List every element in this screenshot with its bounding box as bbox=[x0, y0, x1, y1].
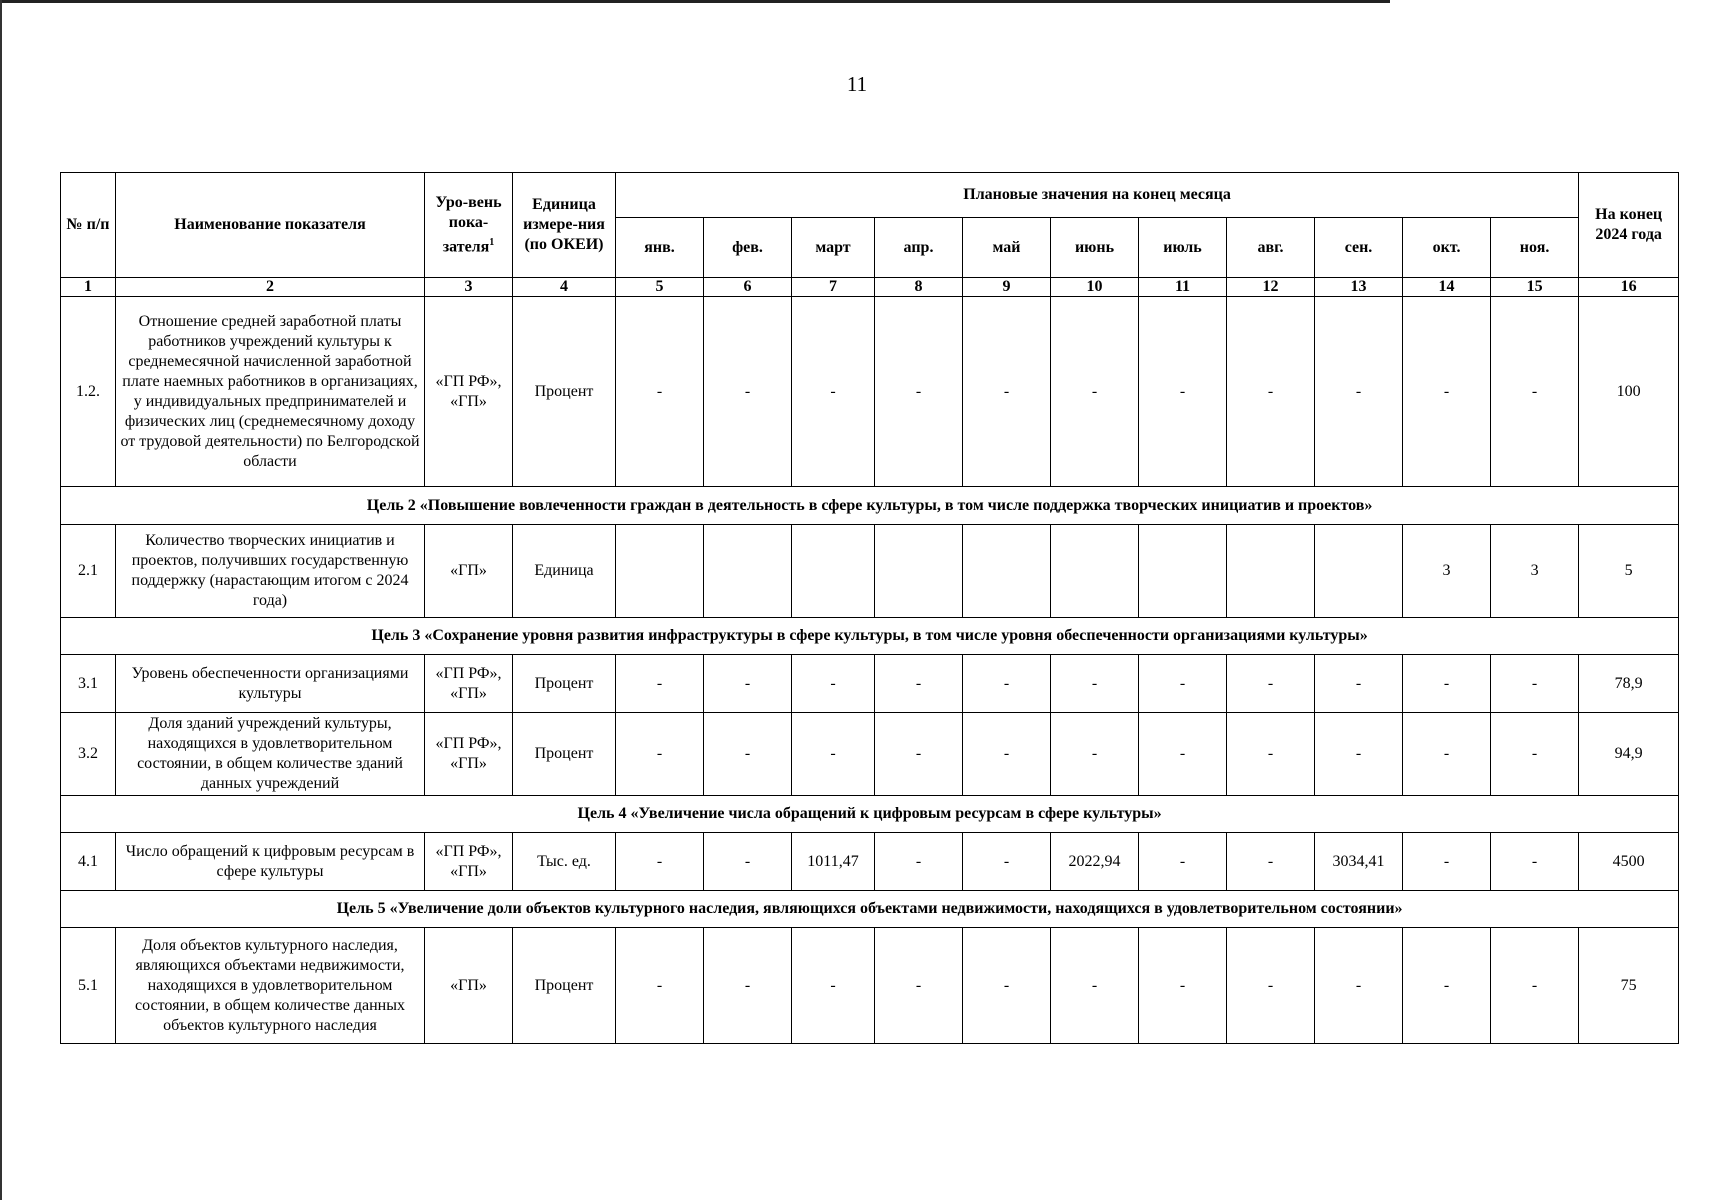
row-num: 5.1 bbox=[61, 928, 116, 1044]
indicators-table bbox=[60, 172, 1679, 1044]
goal-row bbox=[61, 487, 1679, 525]
month-value: - bbox=[792, 297, 875, 487]
end-value: 78,9 bbox=[1579, 655, 1679, 713]
month-value: - bbox=[875, 297, 963, 487]
header-end: На конец 2024 года bbox=[1579, 173, 1679, 278]
header-plan: Плановые значения на конец месяца bbox=[616, 173, 1579, 218]
month-value bbox=[1315, 525, 1403, 618]
row-num: 2.1 bbox=[61, 525, 116, 618]
month-value: - bbox=[963, 297, 1051, 487]
column-number: 2 bbox=[116, 278, 425, 297]
month-value: - bbox=[1051, 655, 1139, 713]
goal-row bbox=[61, 618, 1679, 655]
month-value: - bbox=[1491, 833, 1579, 891]
indicator-unit: Процент bbox=[513, 655, 616, 713]
header-level-text: Уро-вень пока-зателя bbox=[435, 193, 502, 256]
column-number: 16 bbox=[1579, 278, 1679, 297]
month-value: - bbox=[616, 297, 704, 487]
month-value: - bbox=[1403, 297, 1491, 487]
month-value: - bbox=[1139, 833, 1227, 891]
end-value: 5 bbox=[1579, 525, 1679, 618]
indicator-unit: Процент bbox=[513, 713, 616, 796]
month-value: - bbox=[1315, 655, 1403, 713]
month-value bbox=[1227, 525, 1315, 618]
row-num: 1.2. bbox=[61, 297, 116, 487]
month-value: - bbox=[1491, 297, 1579, 487]
column-number: 9 bbox=[963, 278, 1051, 297]
month-value: - bbox=[1139, 297, 1227, 487]
indicator-name: Уровень обеспеченности организациями культуры bbox=[116, 655, 425, 713]
month-value: - bbox=[1227, 297, 1315, 487]
column-number: 12 bbox=[1227, 278, 1315, 297]
month-value: - bbox=[792, 928, 875, 1044]
month-value: - bbox=[963, 655, 1051, 713]
indicator-name: Отношение средней заработной платы работников учреждений культуры к среднемесячной начисленной заработной плате наемных работников в организациях, у индивидуальных предпринимателей и физических лиц (среднемесячному доходу от трудовой деятельности) по Белгородской области bbox=[116, 297, 425, 487]
goal-row bbox=[61, 796, 1679, 833]
header-month: авг. bbox=[1227, 218, 1315, 278]
month-value: - bbox=[1139, 928, 1227, 1044]
month-value: - bbox=[1315, 297, 1403, 487]
month-value: - bbox=[1051, 713, 1139, 796]
header-month: март bbox=[792, 218, 875, 278]
column-number: 8 bbox=[875, 278, 963, 297]
month-value: - bbox=[963, 833, 1051, 891]
month-value: - bbox=[704, 928, 792, 1044]
indicator-name: Количество творческих инициатив и проектов, получивших государственную поддержку (нарастающим итогом с 2024 года) bbox=[116, 525, 425, 618]
row-num: 4.1 bbox=[61, 833, 116, 891]
column-number: 6 bbox=[704, 278, 792, 297]
indicator-name: Доля объектов культурного наследия, являющихся объектами недвижимости, находящихся в удовлетворительном состоянии, в общем количестве данных объектов культурного наследия bbox=[116, 928, 425, 1044]
indicator-unit: Процент bbox=[513, 297, 616, 487]
month-value: - bbox=[875, 713, 963, 796]
goal-title: Цель 4 «Увеличение числа обращений к цифровым ресурсам в сфере культуры» bbox=[61, 796, 1679, 833]
month-value bbox=[1139, 525, 1227, 618]
page-number: 11 bbox=[846, 72, 868, 96]
month-value: - bbox=[1139, 713, 1227, 796]
month-value: - bbox=[875, 833, 963, 891]
month-value: - bbox=[1227, 713, 1315, 796]
month-value: - bbox=[616, 833, 704, 891]
month-value: - bbox=[1403, 655, 1491, 713]
month-value: 1011,47 bbox=[792, 833, 875, 891]
month-value bbox=[963, 525, 1051, 618]
month-value: - bbox=[792, 655, 875, 713]
header-num: № п/п bbox=[61, 173, 116, 278]
month-value: - bbox=[1403, 713, 1491, 796]
month-value bbox=[875, 525, 963, 618]
column-number: 5 bbox=[616, 278, 704, 297]
header-unit: Единица измере-ния (по ОКЕИ) bbox=[513, 173, 616, 278]
month-value: 3 bbox=[1491, 525, 1579, 618]
row-num: 3.2 bbox=[61, 713, 116, 796]
month-value: - bbox=[1227, 655, 1315, 713]
end-value: 4500 bbox=[1579, 833, 1679, 891]
month-value: - bbox=[1491, 655, 1579, 713]
month-value: - bbox=[704, 713, 792, 796]
indicator-unit: Единица bbox=[513, 525, 616, 618]
scan-edge-top bbox=[0, 0, 1390, 3]
column-number: 15 bbox=[1491, 278, 1579, 297]
month-value: - bbox=[1227, 833, 1315, 891]
month-value: - bbox=[875, 928, 963, 1044]
header-month: июнь bbox=[1051, 218, 1139, 278]
month-value bbox=[1051, 525, 1139, 618]
month-value: - bbox=[1051, 297, 1139, 487]
month-value: 3 bbox=[1403, 525, 1491, 618]
month-value: - bbox=[704, 297, 792, 487]
scan-edge-left bbox=[0, 0, 2, 1200]
table-row bbox=[61, 655, 1679, 713]
goal-title: Цель 5 «Увеличение доли объектов культурного наследия, являющихся объектами недвижимости, находящихся в удовлетворительном состоянии» bbox=[61, 891, 1679, 928]
column-number: 11 bbox=[1139, 278, 1227, 297]
month-value: - bbox=[704, 833, 792, 891]
indicator-unit: Тыс. ед. bbox=[513, 833, 616, 891]
month-value bbox=[704, 525, 792, 618]
indicator-name: Число обращений к цифровым ресурсам в сфере культуры bbox=[116, 833, 425, 891]
column-number: 1 bbox=[61, 278, 116, 297]
table-row bbox=[61, 833, 1679, 891]
column-number: 3 bbox=[425, 278, 513, 297]
month-value: - bbox=[1227, 928, 1315, 1044]
month-value: - bbox=[616, 713, 704, 796]
indicator-level: «ГП РФ», «ГП» bbox=[425, 833, 513, 891]
month-value: - bbox=[963, 713, 1051, 796]
month-value: - bbox=[704, 655, 792, 713]
table-row bbox=[61, 297, 1679, 487]
header-level bbox=[425, 173, 513, 278]
month-value: - bbox=[616, 655, 704, 713]
end-value: 94,9 bbox=[1579, 713, 1679, 796]
row-num: 3.1 bbox=[61, 655, 116, 713]
end-value: 100 bbox=[1579, 297, 1679, 487]
indicator-level: «ГП» bbox=[425, 525, 513, 618]
month-value: - bbox=[1491, 928, 1579, 1044]
header-level-footnote: 1 bbox=[489, 236, 495, 248]
goal-title: Цель 2 «Повышение вовлеченности граждан в деятельность в сфере культуры, в том числе поддержка творческих инициатив и проектов» bbox=[61, 487, 1679, 525]
month-value: - bbox=[1139, 655, 1227, 713]
indicator-name: Доля зданий учреждений культуры, находящихся в удовлетворительном состоянии, в общем количестве зданий данных учреждений bbox=[116, 713, 425, 796]
header-month: май bbox=[963, 218, 1051, 278]
header-month: ноя. bbox=[1491, 218, 1579, 278]
indicator-level: «ГП РФ», «ГП» bbox=[425, 655, 513, 713]
month-value: - bbox=[792, 713, 875, 796]
column-number: 13 bbox=[1315, 278, 1403, 297]
column-number: 14 bbox=[1403, 278, 1491, 297]
end-value: 75 bbox=[1579, 928, 1679, 1044]
goal-row bbox=[61, 891, 1679, 928]
table-row bbox=[61, 928, 1679, 1044]
month-value: - bbox=[1315, 713, 1403, 796]
table-row bbox=[61, 525, 1679, 618]
header-month: окт. bbox=[1403, 218, 1491, 278]
month-value: 3034,41 bbox=[1315, 833, 1403, 891]
month-value: - bbox=[1315, 928, 1403, 1044]
column-number: 4 bbox=[513, 278, 616, 297]
month-value: - bbox=[963, 928, 1051, 1044]
month-value: 2022,94 bbox=[1051, 833, 1139, 891]
table-row bbox=[61, 713, 1679, 796]
column-number: 7 bbox=[792, 278, 875, 297]
indicator-unit: Процент bbox=[513, 928, 616, 1044]
month-value: - bbox=[1403, 833, 1491, 891]
month-value: - bbox=[875, 655, 963, 713]
indicator-level: «ГП РФ», «ГП» bbox=[425, 713, 513, 796]
month-value: - bbox=[1491, 713, 1579, 796]
month-value: - bbox=[616, 928, 704, 1044]
header-month: янв. bbox=[616, 218, 704, 278]
month-value: - bbox=[1051, 928, 1139, 1044]
column-number: 10 bbox=[1051, 278, 1139, 297]
month-value bbox=[792, 525, 875, 618]
indicator-level: «ГП РФ», «ГП» bbox=[425, 297, 513, 487]
header-month: апр. bbox=[875, 218, 963, 278]
header-name: Наименование показателя bbox=[116, 173, 425, 278]
month-value bbox=[616, 525, 704, 618]
indicator-level: «ГП» bbox=[425, 928, 513, 1044]
header-month: фев. bbox=[704, 218, 792, 278]
header-month: сен. bbox=[1315, 218, 1403, 278]
month-value: - bbox=[1403, 928, 1491, 1044]
goal-title: Цель 3 «Сохранение уровня развития инфраструктуры в сфере культуры, в том числе уровня обеспеченности организациями культуры» bbox=[61, 618, 1679, 655]
header-month: июль bbox=[1139, 218, 1227, 278]
